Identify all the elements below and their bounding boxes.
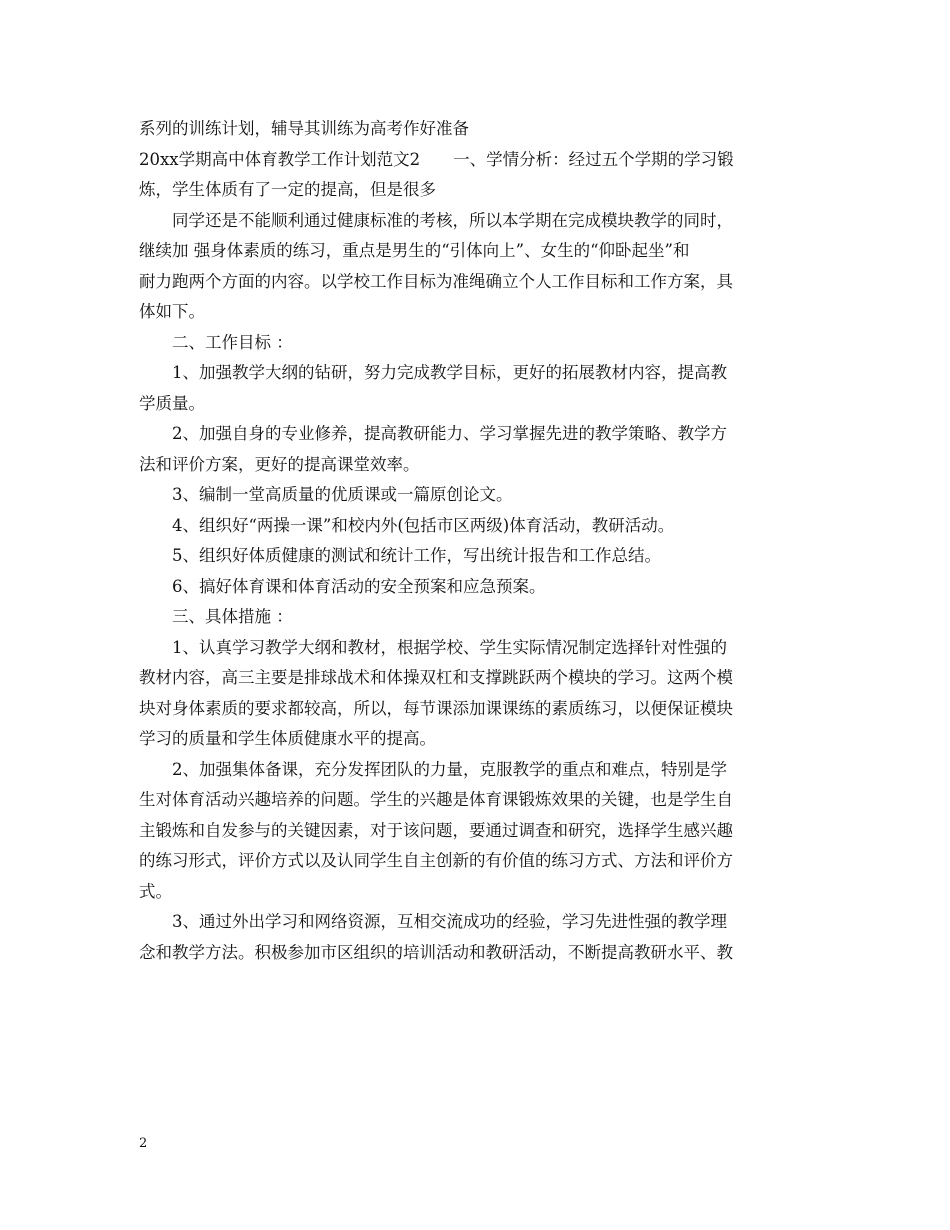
text-line: 学质量。 <box>139 393 205 413</box>
text-line: 4、组织好“两操一课”和校内外(包括市区两级)体育活动，教研活动。 <box>172 515 675 535</box>
page-number: 2 <box>139 1136 148 1151</box>
text-line: 3、编制一堂高质量的优质课或一篇原创论文。 <box>172 485 513 504</box>
text-line: 5、组织好体质健康的测试和统计工作，写出统计报告和工作总结。 <box>172 546 661 565</box>
text-line: 教材内容，高三主要是排球战术和体操双杠和支撑跳跃两个模块的学习。这两个模 <box>139 668 733 687</box>
text-line: 块对身体素质的要求都较高，所以，每节课添加课课练的素质练习，以便保证模块 <box>139 698 733 718</box>
text-line: 6、搞好体育课和体育活动的安全预案和应急预案。 <box>172 576 546 596</box>
document-body <box>139 114 815 968</box>
text-line: 主锻炼和自发参与的关键因素，对于该问题，要通过调查和研究，选择学生感兴趣 <box>139 820 733 840</box>
text-line: 系列的训练计划，辅导其训练为高考作好准备 <box>139 119 469 138</box>
text-line: 体如下。 <box>139 302 205 321</box>
text-line: 法和评价方案，更好的提高课堂效率。 <box>139 454 420 474</box>
text-line: 耐力跑两个方面的内容。以学校工作目标为准绳确立个人工作目标和工作方案，具 <box>139 271 733 291</box>
text-line: 念和教学方法。积极参加市区组织的培训活动和教研活动，不断提高教研水平、教 <box>139 942 733 962</box>
text-line: 继续加 强身体素质的练习，重点是男生的“引体向上”、女生的“仰卧起坐”和 <box>139 241 690 260</box>
text-line: 炼，学生体质有了一定的提高，但是很多 <box>139 180 436 199</box>
section-heading: 二、工作目标 ： <box>172 332 293 352</box>
text-line: 1、认真学习教学大纲和教材，根据学校、学生实际情况制定选择针对性强的 <box>172 637 727 657</box>
text-line: 20xx学期高中体育教学工作计划范文2 一、学情分析：经过五个学期的学习锻 <box>139 149 734 169</box>
text-line: 的练习形式，评价方式以及认同学生自主创新的有价值的练习方式、方法和评价方 <box>139 851 733 870</box>
text-line: 同学还是不能顺利通过健康标准的考核，所以本学期在完成模块教学的同时， <box>172 210 733 230</box>
text-line: 2、加强自身的专业修养，提高教研能力、学习掌握先进的教学策略、教学方 <box>172 424 727 443</box>
text-line: 生对体育活动兴趣培养的问题。学生的兴趣是体育课锻炼效果的关键，也是学生自 <box>139 790 733 809</box>
text-line: 1、加强教学大纲的钻研，努力完成教学目标，更好的拓展教材内容，提高教 <box>172 363 727 382</box>
text-line: 式。 <box>139 881 172 901</box>
section-heading: 三、具体措施 ： <box>172 607 293 626</box>
text-line: 学习的质量和学生体质健康水平的提高。 <box>139 729 436 748</box>
text-line: 2、加强集体备课，充分发挥团队的力量，克服教学的重点和难点，特别是学 <box>172 759 727 779</box>
text-line: 3、通过外出学习和网络资源，互相交流成功的经验，学习先进性强的教学理 <box>172 912 727 931</box>
